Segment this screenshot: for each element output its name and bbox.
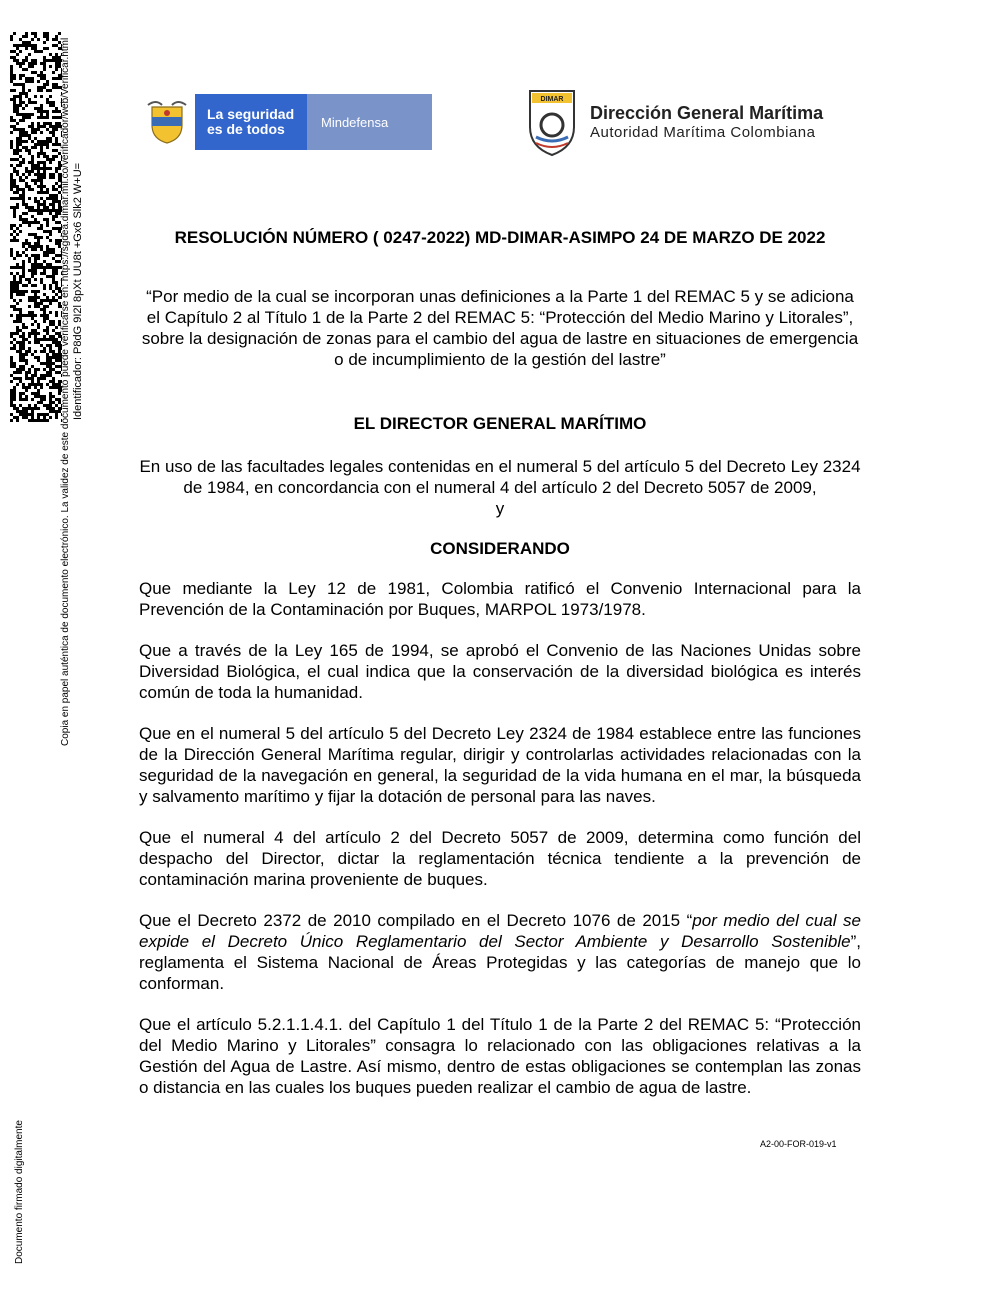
digital-signature-notice: Documento firmado digitalmente	[14, 1120, 25, 1264]
barcode-icon	[10, 32, 62, 422]
document-identifier: Identificador: P8dG 9I2l 8pXt UU8t +Gx6 Slk2 W+U=	[72, 162, 84, 420]
paragraph-1: Que mediante la Ley 12 de 1981, Colombia ratificó el Convenio Internacional para la Prevención de la Contaminación por Buques, MARPOL 1973/1978.	[139, 579, 861, 619]
paragraph-5-start: Que el Decreto 2372 de 2010 compilado en el Decreto 1076 de 2015 “	[139, 911, 693, 930]
authority-heading: EL DIRECTOR GENERAL MARÍTIMO	[353, 414, 647, 433]
paragraph-5-end: ”, reglamenta el Sistema Nacional de Áreas Protegidas y las categorías de manejo que lo conforman.	[139, 932, 861, 993]
paragraph-6: Que el artículo 5.2.1.1.4.1. del Capítulo 1 del Título 1 de la Parte 2 del REMAC 5: “Protección del Medio Marino y Litorales” consagra lo relacionado con las obligaciones relativas a la Gestión del Agua de Lastre. Así mismo, dentro de estas obligaciones se contemplan las zonas o distancia en las cuales los buques pueden realizar el cambio de agua de lastre.	[139, 1015, 861, 1097]
verification-notice: Copia en papel auténtica de documento electrónico. La validez de este documento puede verificarse en: https://sgdea.dimar.mil.co/verificador/web/Verificar.html	[60, 37, 71, 746]
resolution-title: RESOLUCIÓN NÚMERO ( 0247-2022) MD-DIMAR-ASIMPO 24 DE MARZO DE 2022	[174, 228, 826, 247]
dimar-title: Dirección General Marítima	[590, 103, 824, 123]
gov-slogan-line2: es de todos	[207, 121, 285, 137]
resolution-subject: “Por medio de la cual se incorporan unas definiciones a la Parte 1 del REMAC 5 y se adiciona el Capítulo 2 al Título 1 de la Parte 2 del REMAC 5: “Protección del Medio Marino y Litorales”, sobre la designación de zonas para el cambio del agua de lastre en situaciones de emergencia o de incumplimiento de la gestión del lastre”	[141, 287, 859, 369]
dimar-logo	[526, 86, 866, 158]
ministry-label: Mindefensa	[307, 94, 432, 150]
document-body	[139, 228, 861, 1098]
paragraph-3: Que en el numeral 5 del artículo 5 del Decreto Ley 2324 de 1984 establece entre las funciones de la Dirección General Marítima regular, dirigir y controlarlas actividades relacionadas con la seguridad de la navegación en general, la seguridad de la vida humana en el mar, la búsqueda y salvamento marítimo y fijar la dotación de personal para las naves.	[139, 724, 861, 806]
coat-of-arms-icon	[139, 94, 195, 150]
form-code: A2-00-FOR-019-v1	[760, 1139, 837, 1149]
paragraph-2: Que a través de la Ley 165 de 1994, se aprobó el Convenio de las Naciones Unidas sobre Diversidad Biológica, el cual indica que la conservación de la diversidad biológica es interés común de toda la humanidad.	[139, 641, 861, 702]
paragraph-4: Que el numeral 4 del artículo 2 del Decreto 5057 de 2009, determina como función del despacho del Director, dictar la reglamentación técnica tendiente a la prevención de contaminación marina proveniente de buques.	[139, 828, 861, 889]
svg-text:DIMAR: DIMAR	[540, 96, 564, 103]
dimar-subtitle: Autoridad Marítima Colombiana	[590, 124, 816, 141]
gov-slogan-line1: La seguridad	[207, 106, 295, 122]
paragraph-5	[139, 910, 861, 994]
considering-heading: CONSIDERANDO	[430, 539, 570, 558]
government-logo	[139, 94, 432, 150]
paragraph-5-italic: por medio del cual se expide el Decreto Único Reglamentario del Sector Ambiente y Desarrollo Sostenible	[139, 911, 861, 951]
faculties-paragraph: En uso de las facultades legales contenidas en el numeral 5 del artículo 5 del Decreto Ley 2324 de 1984, en concordancia con el numeral 4 del artículo 2 del Decreto 5057 de 2009,	[139, 457, 861, 497]
faculties-conjunction: y	[495, 499, 505, 518]
dimar-shield-icon	[526, 87, 578, 157]
